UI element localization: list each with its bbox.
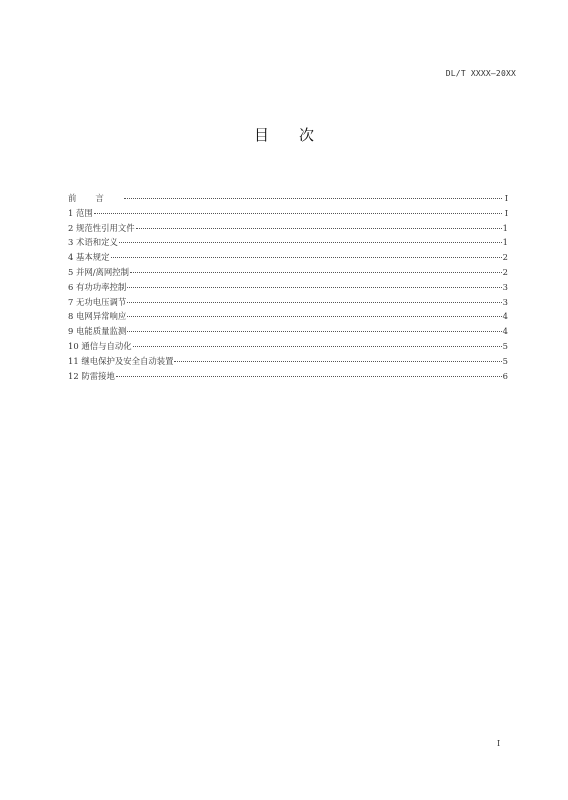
toc-entry-basic-rules[interactable] (68, 250, 508, 265)
toc-dot-leader (127, 302, 501, 303)
toc-entry-power-quality[interactable] (68, 324, 508, 339)
toc-dot-leader (119, 242, 502, 243)
toc-entry-page: 5 (502, 355, 508, 366)
toc-entry-label: 6 有功功率控制 (68, 281, 127, 292)
toc-entry-page: 4 (502, 311, 508, 322)
toc-entry-foreword[interactable] (68, 191, 508, 206)
toc-entry-label: 4 基本规定 (68, 252, 110, 263)
toc-dot-leader (124, 198, 502, 199)
toc-entry-communication[interactable] (68, 339, 508, 354)
toc-entry-label: 5 并网/离网控制 (68, 266, 130, 277)
toc-entry-page: 1 (502, 222, 508, 233)
toc-entry-page: I (504, 193, 508, 203)
toc-entry-page: 2 (502, 252, 508, 263)
toc-entry-page: 4 (502, 326, 508, 337)
toc-entry-relay-protection[interactable] (68, 354, 508, 369)
toc-title: 目次 (253, 126, 344, 144)
toc-dot-leader (133, 346, 502, 347)
toc-entry-active-power[interactable] (68, 280, 508, 295)
toc-entry-label: 3 术语和定义 (68, 237, 118, 248)
toc-entry-label: 前言 (68, 193, 123, 203)
toc-dot-leader (127, 331, 501, 332)
toc-entry-label: 11 继电保护及安全自动装置 (68, 355, 174, 366)
toc-entry-label: 9 电能质量监测 (68, 326, 127, 337)
toc-entry-page: 5 (502, 340, 508, 351)
toc-entry-scope[interactable] (68, 206, 508, 221)
toc-entry-grid-anomaly[interactable] (68, 309, 508, 324)
toc-entry-reactive-voltage[interactable] (68, 295, 508, 310)
toc-entry-label: 8 电网异常响应 (68, 311, 127, 322)
toc-entry-page: 3 (502, 281, 508, 292)
table-of-contents (68, 191, 508, 383)
toc-entry-normative-references[interactable] (68, 221, 508, 236)
toc-entry-label: 7 无功电压调节 (68, 296, 127, 307)
toc-entry-page: I (504, 207, 508, 218)
toc-dot-leader (136, 228, 502, 229)
toc-entry-page: 1 (502, 237, 508, 248)
toc-dot-leader (94, 213, 502, 214)
toc-entry-page: 6 (502, 370, 508, 381)
toc-dot-leader (174, 361, 501, 362)
toc-entry-label: 10 通信与自动化 (68, 340, 132, 351)
toc-entry-lightning-grounding[interactable] (68, 369, 508, 384)
toc-entry-terms[interactable] (68, 235, 508, 250)
toc-entry-page: 2 (502, 266, 508, 277)
toc-dot-leader (127, 316, 501, 317)
document-code: DL/T XXXX—20XX (445, 69, 516, 78)
page-number: I (497, 739, 501, 748)
toc-dot-leader (130, 272, 502, 273)
toc-entry-label: 2 规范性引用文件 (68, 222, 135, 233)
toc-dot-leader (127, 287, 501, 288)
toc-entry-label: 1 范围 (68, 207, 93, 218)
toc-entry-page: 3 (502, 296, 508, 307)
toc-entry-grid-control[interactable] (68, 265, 508, 280)
toc-dot-leader (111, 257, 502, 258)
toc-entry-label: 12 防雷接地 (68, 370, 115, 381)
toc-dot-leader (116, 376, 502, 377)
